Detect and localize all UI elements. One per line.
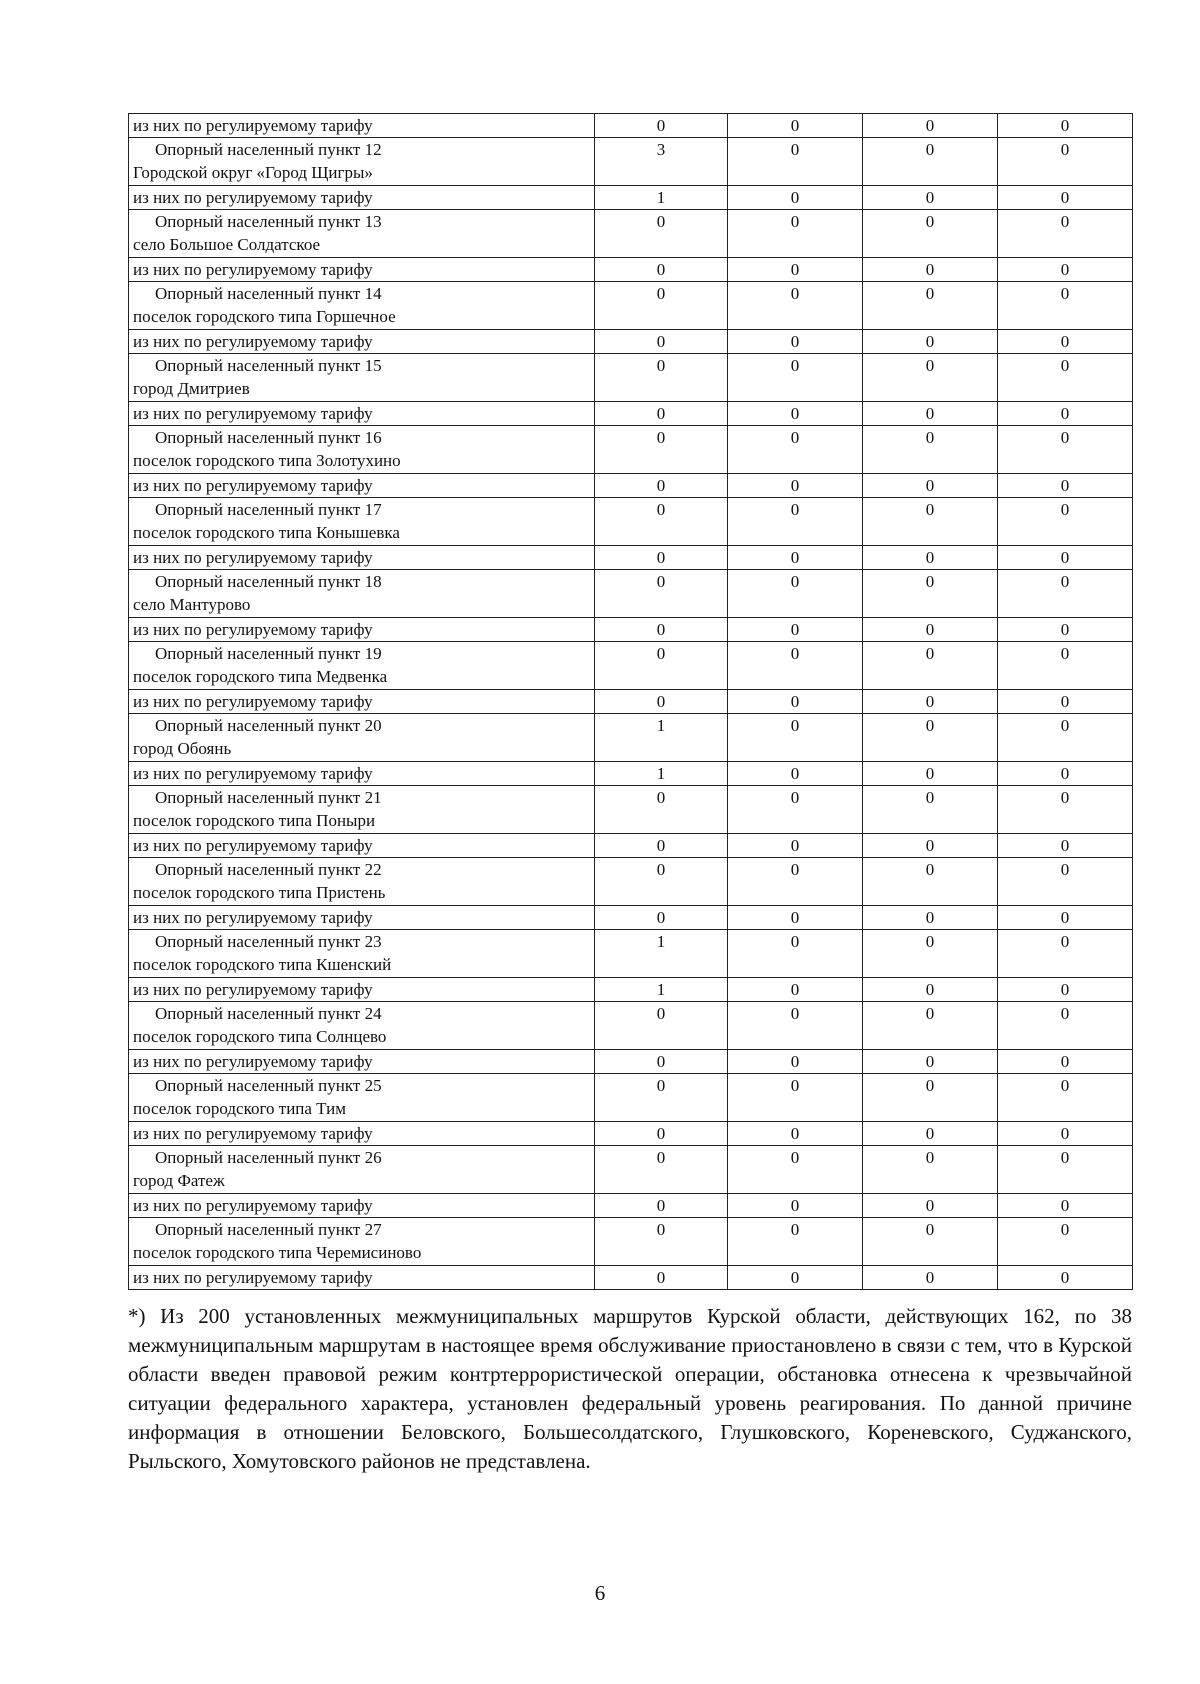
value-cell: 0: [595, 834, 728, 858]
settlement-row: [129, 714, 1133, 762]
value-cell: 0: [863, 1194, 998, 1218]
row-label-cell: [129, 1002, 595, 1050]
row-label-cell: [129, 258, 595, 282]
row-label-cell: [129, 786, 595, 834]
value-cell: 0: [863, 834, 998, 858]
settlement-row: [129, 1002, 1133, 1050]
value-cell: 0: [998, 546, 1133, 570]
settlement-row: [129, 570, 1133, 618]
value-cell: 0: [728, 210, 863, 258]
regulated-tariff-row: [129, 258, 1133, 282]
value-cell: 0: [595, 1002, 728, 1050]
value-cell: 0: [998, 1266, 1133, 1290]
value-cell: 0: [998, 762, 1133, 786]
settlement-number-label: Опорный населенный пункт 21: [155, 788, 382, 807]
value-cell: 0: [728, 1194, 863, 1218]
value-cell: 0: [998, 1218, 1133, 1266]
settlement-number-label: Опорный населенный пункт 18: [155, 572, 382, 591]
value-cell: 0: [998, 570, 1133, 618]
settlement-name-label: поселок городского типа Пристень: [133, 883, 386, 902]
value-cell: 0: [998, 114, 1133, 138]
value-cell: 0: [595, 1218, 728, 1266]
settlement-number-label: Опорный населенный пункт 12: [155, 140, 382, 159]
regulated-tariff-label: из них по регулируемому тарифу: [133, 548, 373, 567]
settlement-number-label: Опорный населенный пункт 23: [155, 932, 382, 951]
regulated-tariff-row: [129, 690, 1133, 714]
row-label-cell: [129, 282, 595, 330]
value-cell: 0: [998, 714, 1133, 762]
regulated-tariff-label: из них по регулируемому тарифу: [133, 260, 373, 279]
value-cell: 0: [863, 642, 998, 690]
value-cell: 0: [728, 690, 863, 714]
value-cell: 0: [863, 402, 998, 426]
value-cell: 0: [595, 330, 728, 354]
value-cell: 0: [998, 978, 1133, 1002]
settlement-number-label: Опорный населенный пункт 19: [155, 644, 382, 663]
value-cell: 0: [595, 858, 728, 906]
settlement-number-label: Опорный населенный пункт 17: [155, 500, 382, 519]
settlement-row: [129, 1074, 1133, 1122]
settlement-row: [129, 786, 1133, 834]
settlement-name-label: поселок городского типа Поныри: [133, 811, 376, 830]
value-cell: 0: [863, 138, 998, 186]
value-cell: 0: [595, 1122, 728, 1146]
value-cell: 0: [998, 138, 1133, 186]
row-label-cell: [129, 354, 595, 402]
settlement-number-label: Опорный населенный пункт 27: [155, 1220, 382, 1239]
row-label-cell: [129, 1218, 595, 1266]
value-cell: 0: [728, 402, 863, 426]
value-cell: 0: [728, 498, 863, 546]
value-cell: 0: [728, 1002, 863, 1050]
value-cell: 0: [998, 1074, 1133, 1122]
row-label-cell: [129, 858, 595, 906]
regulated-tariff-row: [129, 834, 1133, 858]
value-cell: 0: [728, 330, 863, 354]
row-label-cell: [129, 402, 595, 426]
row-label-cell: [129, 138, 595, 186]
value-cell: 0: [863, 1002, 998, 1050]
value-cell: 0: [998, 282, 1133, 330]
value-cell: 0: [863, 498, 998, 546]
row-label-cell: [129, 714, 595, 762]
settlement-row: [129, 1218, 1133, 1266]
value-cell: 0: [863, 714, 998, 762]
settlement-name-label: поселок городского типа Кшенский: [133, 955, 392, 974]
value-cell: 0: [863, 906, 998, 930]
value-cell: 0: [595, 426, 728, 474]
regulated-tariff-row: [129, 762, 1133, 786]
regulated-tariff-row: [129, 906, 1133, 930]
page-number: 6: [594, 1581, 606, 1605]
settlement-name-label: город Фатеж: [133, 1171, 225, 1190]
row-label-cell: [129, 1266, 595, 1290]
row-label-cell: [129, 498, 595, 546]
value-cell: 0: [863, 618, 998, 642]
regulated-tariff-label: из них по регулируемому тарифу: [133, 836, 373, 855]
regulated-tariff-label: из них по регулируемому тарифу: [133, 116, 373, 135]
row-label-cell: [129, 1074, 595, 1122]
value-cell: 0: [863, 186, 998, 210]
value-cell: 0: [595, 618, 728, 642]
settlement-name-label: поселок городского типа Тим: [133, 1099, 346, 1118]
value-cell: 0: [998, 618, 1133, 642]
row-label-cell: [129, 930, 595, 978]
settlement-name-label: поселок городского типа Солнцево: [133, 1027, 387, 1046]
value-cell: 0: [863, 114, 998, 138]
value-cell: 0: [595, 1050, 728, 1074]
value-cell: 0: [728, 786, 863, 834]
value-cell: 0: [998, 906, 1133, 930]
settlement-number-label: Опорный населенный пункт 13: [155, 212, 382, 231]
regulated-tariff-row: [129, 402, 1133, 426]
row-label-cell: [129, 1050, 595, 1074]
settlement-number-label: Опорный населенный пункт 15: [155, 356, 382, 375]
regulated-tariff-label: из них по регулируемому тарифу: [133, 1196, 373, 1215]
value-cell: 0: [998, 402, 1133, 426]
regulated-tariff-row: [129, 330, 1133, 354]
regulated-tariff-label: из них по регулируемому тарифу: [133, 332, 373, 351]
regulated-tariff-label: из них по регулируемому тарифу: [133, 908, 373, 927]
settlement-name-label: город Дмитриев: [133, 379, 250, 398]
value-cell: 0: [728, 570, 863, 618]
value-cell: 0: [728, 186, 863, 210]
regulated-tariff-label: из них по регулируемому тарифу: [133, 1052, 373, 1071]
regulated-tariff-row: [129, 1050, 1133, 1074]
settlement-name-label: поселок городского типа Медвенка: [133, 667, 388, 686]
settlement-row: [129, 498, 1133, 546]
value-cell: 0: [595, 282, 728, 330]
value-cell: 0: [728, 114, 863, 138]
regulated-tariff-row: [129, 474, 1133, 498]
value-cell: 0: [863, 1122, 998, 1146]
value-cell: 0: [728, 714, 863, 762]
value-cell: 0: [998, 786, 1133, 834]
value-cell: 0: [998, 858, 1133, 906]
value-cell: 0: [728, 762, 863, 786]
value-cell: 0: [728, 930, 863, 978]
regulated-tariff-label: из них по регулируемому тарифу: [133, 764, 373, 783]
value-cell: 0: [863, 1050, 998, 1074]
value-cell: 0: [728, 258, 863, 282]
regulated-tariff-row: [129, 546, 1133, 570]
value-cell: 0: [595, 1146, 728, 1194]
settlement-row: [129, 138, 1133, 186]
settlement-row: [129, 354, 1133, 402]
settlement-number-label: Опорный населенный пункт 20: [155, 716, 382, 735]
value-cell: 0: [595, 258, 728, 282]
row-label-cell: [129, 186, 595, 210]
settlement-number-label: Опорный населенный пункт 14: [155, 284, 382, 303]
value-cell: 0: [595, 906, 728, 930]
settlement-name-label: село Мантурово: [133, 595, 251, 614]
value-cell: 0: [863, 426, 998, 474]
value-cell: 0: [863, 474, 998, 498]
value-cell: 0: [728, 474, 863, 498]
row-label-cell: [129, 210, 595, 258]
value-cell: 0: [728, 618, 863, 642]
value-cell: 1: [595, 978, 728, 1002]
value-cell: 0: [998, 1194, 1133, 1218]
regulated-tariff-row: [129, 186, 1133, 210]
settlement-row: [129, 282, 1133, 330]
regulated-tariff-row: [129, 1194, 1133, 1218]
value-cell: 0: [595, 546, 728, 570]
regulated-tariff-row: [129, 1122, 1133, 1146]
row-label-cell: [129, 834, 595, 858]
value-cell: 0: [998, 930, 1133, 978]
value-cell: 0: [728, 1266, 863, 1290]
value-cell: 0: [595, 786, 728, 834]
settlement-name-label: Городской округ «Город Щигры»: [133, 163, 373, 182]
value-cell: 0: [728, 834, 863, 858]
value-cell: 3: [595, 138, 728, 186]
value-cell: 0: [863, 1266, 998, 1290]
value-cell: 0: [595, 114, 728, 138]
value-cell: 0: [863, 570, 998, 618]
row-label-cell: [129, 762, 595, 786]
value-cell: 0: [728, 546, 863, 570]
row-label-cell: [129, 1122, 595, 1146]
value-cell: 0: [863, 978, 998, 1002]
value-cell: 1: [595, 930, 728, 978]
value-cell: 0: [595, 474, 728, 498]
settlement-row: [129, 1146, 1133, 1194]
row-label-cell: [129, 570, 595, 618]
row-label-cell: [129, 426, 595, 474]
settlement-row: [129, 642, 1133, 690]
value-cell: 0: [863, 258, 998, 282]
regulated-tariff-label: из них по регулируемому тарифу: [133, 1268, 373, 1287]
value-cell: 0: [728, 906, 863, 930]
value-cell: 0: [595, 570, 728, 618]
value-cell: 0: [595, 354, 728, 402]
value-cell: 0: [863, 1074, 998, 1122]
row-label-cell: [129, 618, 595, 642]
value-cell: 0: [863, 930, 998, 978]
value-cell: 0: [863, 330, 998, 354]
routes-table: [128, 113, 1133, 1290]
value-cell: 0: [728, 642, 863, 690]
value-cell: 0: [863, 282, 998, 330]
regulated-tariff-label: из них по регулируемому тарифу: [133, 692, 373, 711]
value-cell: 0: [998, 1050, 1133, 1074]
settlement-number-label: Опорный населенный пункт 25: [155, 1076, 382, 1095]
regulated-tariff-label: из них по регулируемому тарифу: [133, 404, 373, 423]
settlement-name-label: поселок городского типа Конышевка: [133, 523, 400, 542]
regulated-tariff-label: из них по регулируемому тарифу: [133, 1124, 373, 1143]
settlement-number-label: Опорный населенный пункт 26: [155, 1148, 382, 1167]
settlement-name-label: село Большое Солдатское: [133, 235, 321, 254]
value-cell: 0: [998, 1002, 1133, 1050]
value-cell: 0: [863, 546, 998, 570]
value-cell: 0: [998, 426, 1133, 474]
regulated-tariff-label: из них по регулируемому тарифу: [133, 620, 373, 639]
value-cell: 0: [998, 642, 1133, 690]
settlement-name-label: поселок городского типа Черемисиново: [133, 1243, 422, 1262]
row-label-cell: [129, 906, 595, 930]
value-cell: 1: [595, 714, 728, 762]
row-label-cell: [129, 978, 595, 1002]
row-label-cell: [129, 330, 595, 354]
row-label-cell: [129, 642, 595, 690]
value-cell: 0: [863, 354, 998, 402]
regulated-tariff-label: из них по регулируемому тарифу: [133, 980, 373, 999]
footnote: *) Из 200 установленных межмуниципальных маршрутов Курской области, действующих 162, по 38 межмуниципальным маршрутам в настоящее время обслуживание приостановлено в связи с тем, что в Курской области введен правовой режим контртеррористической операции, обстановка отнесена к чрезвычайной ситуации федерального характера, установлен федеральный уровень реагирования. По данной причине информация в отношении Беловского, Большесолдатского, Глушковского, Кореневского, Суджанского, Рыльского, Хомутовского районов не представлена.: [128, 1304, 1132, 1473]
row-label-cell: [129, 474, 595, 498]
settlement-number-label: Опорный населенный пункт 16: [155, 428, 382, 447]
settlement-name-label: поселок городского типа Золотухино: [133, 451, 401, 470]
value-cell: 0: [998, 330, 1133, 354]
settlement-number-label: Опорный населенный пункт 24: [155, 1004, 382, 1023]
value-cell: 0: [998, 1146, 1133, 1194]
settlement-row: [129, 930, 1133, 978]
value-cell: 0: [863, 762, 998, 786]
value-cell: 0: [595, 1266, 728, 1290]
value-cell: 0: [728, 1074, 863, 1122]
settlement-row: [129, 858, 1133, 906]
value-cell: 0: [998, 186, 1133, 210]
settlement-row: [129, 426, 1133, 474]
routes-table-body: [129, 114, 1133, 1290]
row-label-cell: [129, 546, 595, 570]
value-cell: 0: [595, 498, 728, 546]
value-cell: 0: [998, 498, 1133, 546]
value-cell: 0: [863, 690, 998, 714]
value-cell: 0: [998, 690, 1133, 714]
settlement-name-label: поселок городского типа Горшечное: [133, 307, 396, 326]
regulated-tariff-row: [129, 978, 1133, 1002]
value-cell: 0: [728, 1122, 863, 1146]
value-cell: 0: [998, 354, 1133, 402]
regulated-tariff-row: [129, 1266, 1133, 1290]
value-cell: 0: [998, 210, 1133, 258]
value-cell: 0: [595, 642, 728, 690]
settlement-number-label: Опорный населенный пункт 22: [155, 860, 382, 879]
value-cell: 0: [728, 1050, 863, 1074]
value-cell: 0: [863, 1146, 998, 1194]
settlement-name-label: город Обоянь: [133, 739, 232, 758]
regulated-tariff-row: [129, 114, 1133, 138]
value-cell: 0: [728, 282, 863, 330]
value-cell: 0: [595, 402, 728, 426]
regulated-tariff-label: из них по регулируемому тарифу: [133, 476, 373, 495]
row-label-cell: [129, 1146, 595, 1194]
value-cell: 0: [863, 1218, 998, 1266]
value-cell: 0: [728, 858, 863, 906]
value-cell: 0: [595, 1074, 728, 1122]
value-cell: 0: [595, 210, 728, 258]
value-cell: 0: [728, 1218, 863, 1266]
regulated-tariff-row: [129, 618, 1133, 642]
value-cell: 1: [595, 762, 728, 786]
value-cell: 0: [595, 1194, 728, 1218]
value-cell: 0: [863, 210, 998, 258]
value-cell: 0: [728, 138, 863, 186]
value-cell: 0: [863, 786, 998, 834]
value-cell: 0: [728, 426, 863, 474]
value-cell: 0: [728, 978, 863, 1002]
value-cell: 0: [595, 690, 728, 714]
value-cell: 0: [998, 258, 1133, 282]
settlement-row: [129, 210, 1133, 258]
value-cell: 1: [595, 186, 728, 210]
row-label-cell: [129, 114, 595, 138]
regulated-tariff-label: из них по регулируемому тарифу: [133, 188, 373, 207]
value-cell: 0: [998, 1122, 1133, 1146]
value-cell: 0: [863, 858, 998, 906]
value-cell: 0: [728, 1146, 863, 1194]
row-label-cell: [129, 1194, 595, 1218]
value-cell: 0: [998, 834, 1133, 858]
value-cell: 0: [998, 474, 1133, 498]
value-cell: 0: [728, 354, 863, 402]
row-label-cell: [129, 690, 595, 714]
